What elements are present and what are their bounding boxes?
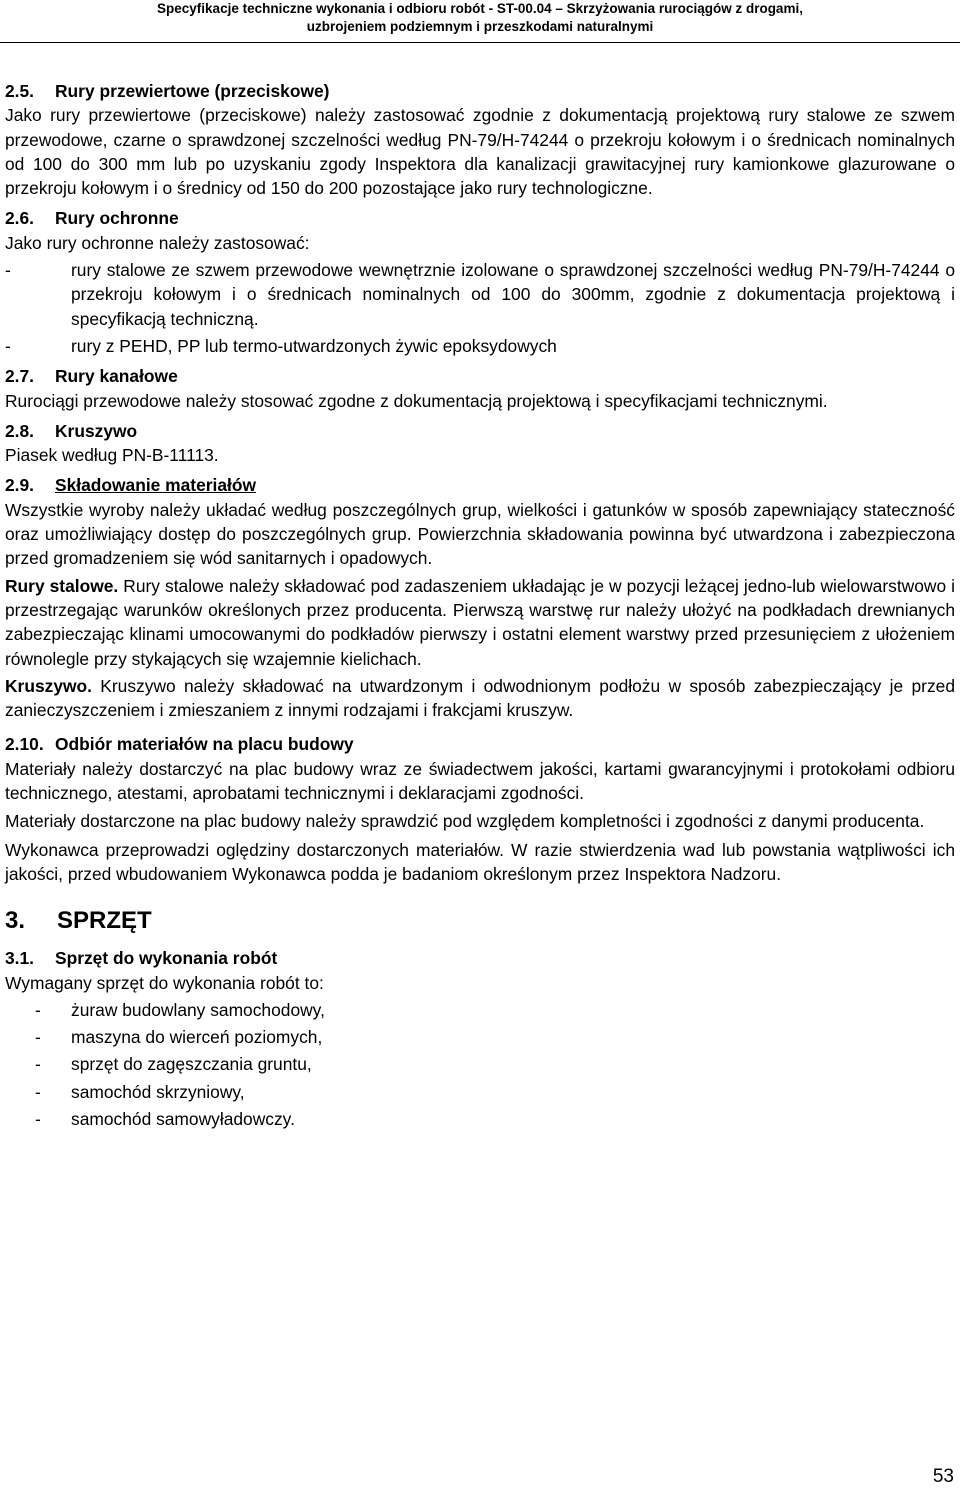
list-item [5,998,955,1022]
section-title: Odbiór materiałów na placu budowy [55,734,354,755]
section-heading [5,364,955,388]
section-title: Sprzęt do wykonania robót [55,948,278,969]
list-dash: - [35,999,41,1020]
paragraph: Rurociągi przewodowe należy stosować zgodne z dokumentacją projektową i specyfikacjami technicznymi. [5,390,828,411]
list-item-text: żuraw budowlany samochodowy, [71,999,325,1020]
header-line-1: Specyfikacje techniczne wykonania i odbioru robót - ST-00.04 – Skrzyżowania rurociągów z drogami, [157,1,803,16]
section-title: Składowanie materiałów [55,475,257,496]
paragraph: Jako rury ochronne należy zastosować: [5,232,310,253]
list-item [5,1025,955,1049]
paragraph: Wymagany sprzęt do wykonania robót to: [5,972,324,993]
section-number: 3.1. [5,948,35,969]
list-item [5,1080,955,1104]
list-item [5,1107,955,1131]
section-2-9 [5,473,955,722]
section-3-1 [5,946,955,1131]
paragraph-text: Kruszywo należy składować na utwardzonym i odwodnionym podłożu w sposób zabezpieczający je przed zanieczyszczeniem i zmieszaniem z innymi rodzajami i frakcjami kruszyw. [5,675,955,721]
list-item-text: samochód skrzyniowy, [71,1081,245,1102]
chapter-number: 3. [5,907,26,935]
section-heading [5,732,955,756]
list-item-text: rury stalowe ze szwem przewodowe wewnętrznie izolowane o sprawdzonej szczelności według PN-79/H-74244 o przekroju kołowym i o średnicach nominalnych od 100 do 300mm, zgodnie z dokumentacja projektową i specyfikacją techniczną. [71,260,955,329]
section-2-5 [5,79,955,200]
list-dash: - [5,260,11,281]
section-number: 2.10. [5,734,44,755]
section-heading [5,206,955,230]
list-dash: - [35,1108,41,1129]
section-title: Rury ochronne [55,208,179,229]
list-dash: - [35,1081,41,1102]
section-heading [5,946,955,970]
list-item-text: samochód samowyładowczy. [71,1108,295,1129]
section-title: Rury kanałowe [55,366,178,387]
list-dash: - [35,1027,41,1048]
chapter-heading [5,906,955,936]
section-2-10 [5,732,955,886]
document-body [5,79,955,1137]
section-number: 2.5. [5,81,35,101]
list-item [5,1052,955,1076]
paragraph: Materiały należy dostarczyć na plac budowy wraz ze świadectwem jakości, kartami gwarancyjnymi i protokołami odbioru technicznego, atestami, aprobatami technicznymi i deklaracjami zgodności. [5,758,955,804]
section-2-7 [5,364,955,413]
header-divider [0,42,960,43]
page-header [0,0,960,36]
equipment-list [5,998,955,1131]
paragraph [5,574,955,671]
bullet-list [5,258,955,358]
section-number: 2.9. [5,475,35,496]
section-2-6 [5,206,955,358]
section-heading [5,79,955,103]
list-dash: - [5,335,11,356]
page-number: 53 [932,1466,954,1487]
section-title: Rury przewiertowe (przeciskowe) [55,81,330,101]
paragraph-lead: Rury stalowe. [5,575,119,596]
list-item-text: sprzęt do zagęszczania gruntu, [71,1054,312,1075]
paragraph: Piasek według PN-B-11113. [5,445,219,466]
paragraph: Materiały dostarczone na plac budowy należy sprawdzić pod względem kompletności i zgodności z danymi producenta. [5,811,925,832]
paragraph-text: Rury stalowe należy składować pod zadaszeniem układając je w pozycji leżącej jedno-lub wielowarstwowo i przestrzegając warunków określonych przez producenta. Pierwszą warstwę rur należy ułożyć na podkładach drewnianych zabezpieczając klinami umocowanymi do podkładów pierwszy i ostatni element warstwy przed przesunięciem z ułożeniem równolegle przy stykających się wzajemnie kielichach. [5,575,955,669]
section-2-8 [5,419,955,468]
list-item-text: maszyna do wierceń poziomych, [71,1027,323,1048]
list-item [5,258,955,331]
section-number: 2.8. [5,420,35,441]
section-number: 2.7. [5,366,35,387]
paragraph-lead: Kruszywo. [5,675,92,696]
chapter-title: SPRZĘT [57,907,152,935]
section-heading [5,473,955,497]
paragraph: Wykonawca przeprowadzi oględziny dostarczonych materiałów. W razie stwierdzenia wad lub powstania wątpliwości ich jakości, przed wbudowaniem Wykonawca podda je badaniom określonym przez Inspektora Nadzoru. [5,839,955,884]
header-line-2: uzbrojeniem podziemnym i przeszkodami naturalnymi [306,19,654,34]
list-item-text: rury z PEHD, PP lub termo-utwardzonych żywic epoksydowych [71,335,557,356]
section-heading [5,419,955,443]
paragraph: Wszystkie wyroby należy układać według poszczególnych grup, wielkości i gatunków w sposób zapewniający stateczność oraz umożliwiający dostęp do poszczególnych grup. Powierzchnia składowania powinna być utwardzona i zabezpieczona przed gromadzeniem się wód sanitarnych i opadowych. [5,499,955,569]
section-number: 2.6. [5,208,35,229]
section-title: Kruszywo [55,420,138,441]
paragraph [5,674,955,723]
paragraph: Jako rury przewiertowe (przeciskowe) należy zastosować zgodnie z dokumentacją projektową rury stalowe ze szwem przewodowe, czarne o sprawdzonej szczelności według PN-79/H-74244 o przekroju kołowym i o średnicach nominalnych od 100 do 300 mm lub po uzyskaniu zgody Inspektora dla kanalizacji grawitacyjnej rury kamionkowe glazurowane o przekroju kołowym i o średnicy od 150 do 200 pozostające jako rury technologiczne. [5,105,955,199]
list-dash: - [35,1054,41,1075]
list-item [5,334,955,358]
